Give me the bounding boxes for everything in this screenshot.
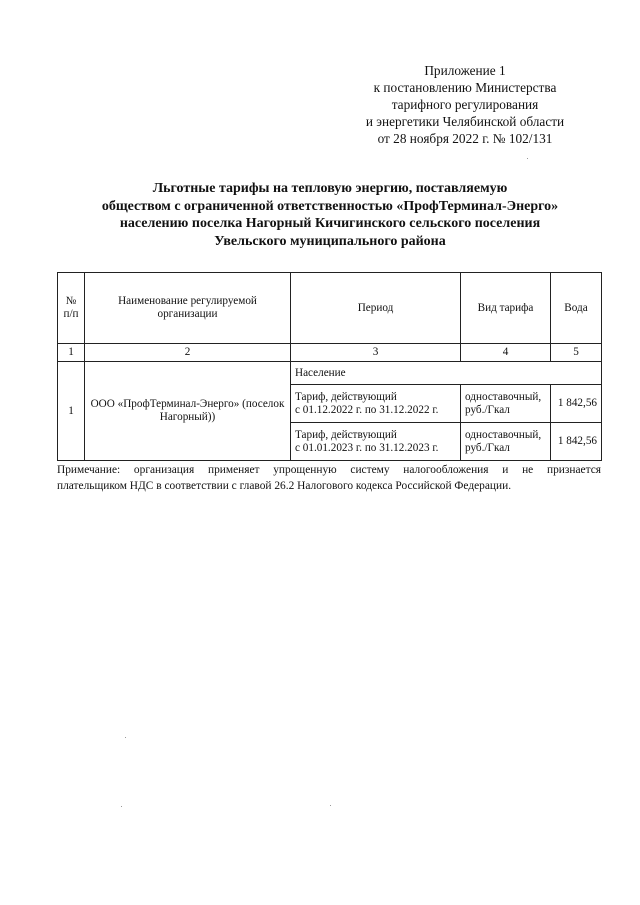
appendix-line: Приложение 1 (424, 63, 506, 78)
scan-speck (527, 158, 528, 159)
period-line: Тариф, действующий (295, 390, 397, 403)
appendix-line: тарифного регулирования (391, 97, 539, 112)
table-row (58, 362, 602, 385)
row-group-label: Население (291, 362, 602, 385)
period-line: Тариф, действующий (295, 428, 397, 441)
appendix-line: и энергетики Челябинской области (365, 114, 565, 129)
header-tariff-type: Вид тарифа (461, 273, 551, 344)
water-value-cell: 1 842,56 (551, 385, 602, 423)
title-line: Увельского муниципального района (214, 233, 446, 249)
table-header-row (58, 273, 602, 344)
tariff-type-cell: одноставочный, руб./Гкал (461, 385, 551, 423)
row-organization: ООО «ПрофТерминал-Энерго» (поселок Нагорный)) (85, 362, 291, 461)
appendix-block (340, 62, 590, 147)
scan-speck (125, 737, 126, 738)
title-line: Льготные тарифы на тепловую энергию, поставляемую (152, 181, 508, 196)
scan-speck (330, 805, 331, 806)
column-number: 5 (551, 344, 602, 362)
header-organization: Наименование регулируемой организации (85, 273, 291, 344)
header-num: № п/п (58, 273, 85, 344)
column-number: 4 (461, 344, 551, 362)
footnote-line: плательщиком НДС в соответствии с главой 26.2 Налогового кодекса Российской Федерации. (57, 480, 512, 492)
period-cell (291, 385, 461, 423)
period-line: с 01.01.2023 г. по 31.12.2023 г. (295, 441, 439, 454)
period-cell (291, 423, 461, 461)
row-num: 1 (58, 362, 85, 461)
footnote (57, 462, 601, 494)
scan-speck (121, 806, 122, 807)
tariff-table (57, 272, 602, 461)
document-title (40, 180, 620, 250)
title-line: населению поселка Нагорный Кичигинского сельского поселения (119, 216, 541, 231)
column-number: 3 (291, 344, 461, 362)
water-value-cell: 1 842,56 (551, 423, 602, 461)
appendix-line: к постановлению Министерства (373, 80, 557, 95)
title-line: обществом с ограниченной ответственностью «ПрофТерминал-Энерго» (101, 198, 559, 214)
footnote-line: Примечание: организация применяет упрощенную систему налогообложения и не признается (57, 464, 601, 476)
column-number-row (58, 344, 602, 362)
column-number: 2 (85, 344, 291, 362)
tariff-type-cell: одноставочный, руб./Гкал (461, 423, 551, 461)
header-water: Вода (551, 273, 602, 344)
header-period: Период (291, 273, 461, 344)
period-line: с 01.12.2022 г. по 31.12.2022 г. (295, 403, 439, 416)
column-number: 1 (58, 344, 85, 362)
appendix-line: от 28 ноября 2022 г. № 102/131 (377, 131, 553, 146)
